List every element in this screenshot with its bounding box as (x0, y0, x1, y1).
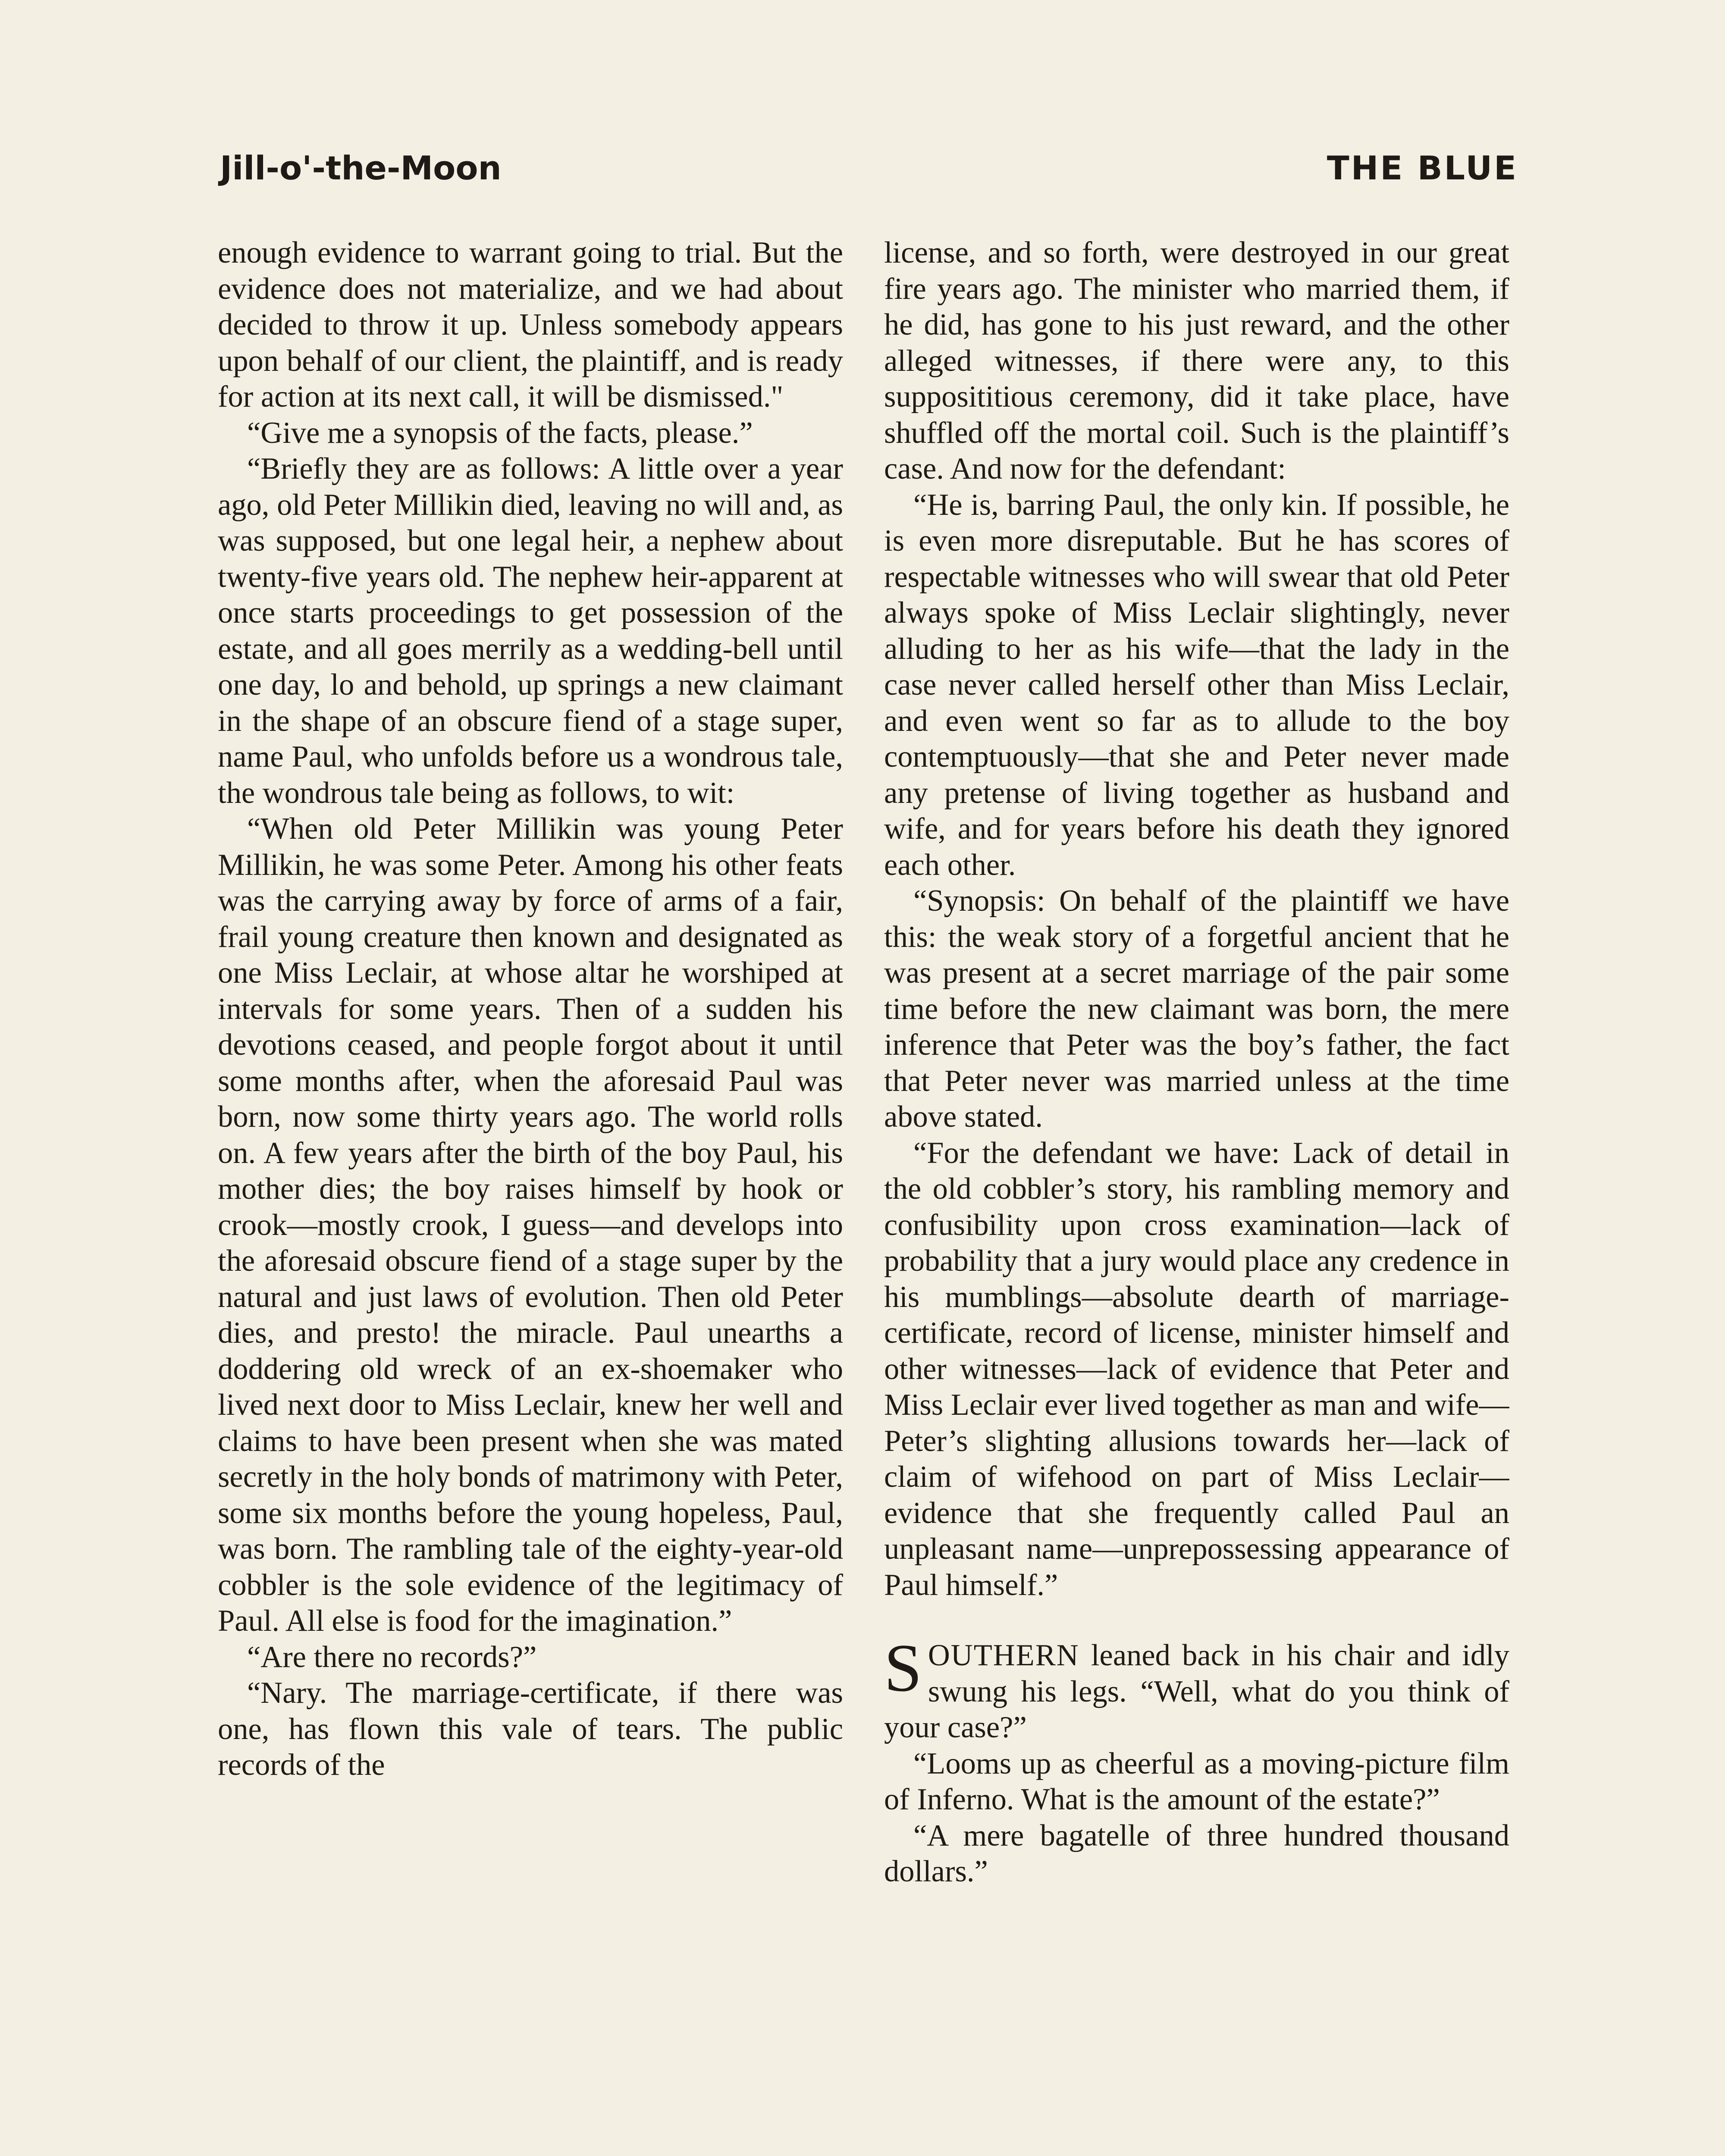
section-opening-paragraph (884, 1630, 1509, 1746)
paragraph: “Synopsis: On behalf of the plaintiff we have this: the weak story of a forgetful ancient that he was present at a secret marriage of the pair some time before the new claimant was born, the mere inference that Peter was the boy’s father, the fact that Peter never was married unless at the time above stated. (884, 884, 1509, 1134)
paragraph: “When old Peter Millikin was young Peter Millikin, he was some Peter. Among his other feats was the carrying away by force of arms of a fair, frail young creature then known and designated as one Miss Leclair, at whose altar he worshiped at intervals for some years. Then of a sudden his devotions ceased, and people forgot about it until some months after, when the aforesaid Paul was born, now some thirty years ago. The world rolls on. A few years after the birth of the boy Paul, his mother dies; the boy raises himself by hook or crook—mostly crook, I guess—and develops into the aforesaid obscure fiend of a stage super by the natural and just laws of evolution. Then old Peter dies, and presto! the miracle. Paul unearths a doddering old wreck of an ex-shoemaker who lived next door to Miss Leclair, knew her well and claims to have been present when she was mated secretly in the holy bonds of matrimony with Peter, some six months before the young hopeless, Paul, was born. The rambling tale of the eighty-year-old cobbler is the sole evidence of the legitimacy of Paul. All else is food for the imagination.” (218, 812, 843, 1638)
story-title: Jill-o'-the-Moon (220, 149, 502, 187)
paragraph: “For the defendant we have: Lack of detail in the old cobbler’s story, his rambling memory and confusibility upon cross examination—lack of probability that a jury would place any credence in his mumblings—absolute dearth of marriage-certificate, record of license, minister himself and other witnesses—lack of evidence that Peter and Miss Leclair ever lived together as man and wife—Peter’s slighting allusions towards her—lack of claim of wifehood on part of Miss Leclair—evidence that she frequently called Paul an unpleasant name—unprepossessing appearance of Paul himself.” (884, 1136, 1509, 1602)
paragraph: “Looms up as cheerful as a moving-picture film of Inferno. What is the amount of the estate?” (884, 1746, 1509, 1816)
right-column (884, 235, 1509, 2156)
paragraph: “Give me a synopsis of the facts, please.” (247, 416, 753, 450)
paragraph: enough evidence to warrant going to trial. But the evidence does not materialize, and we had about decided to throw it up. Unless somebody appears upon behalf of our client, the plaintiff, and is ready for action at its next call, it will be dismissed." (218, 236, 843, 414)
paragraph: “Are there no records?” (247, 1640, 537, 1674)
running-head (220, 149, 1518, 201)
paragraph: “Nary. The marriage-certificate, if there was one, has flown this vale of tears. The public records of the (218, 1676, 843, 1782)
paragraph: “He is, barring Paul, the only kin. If possible, he is even more disreputable. But he has scores of respectable witnesses who will swear that old Peter always spoke of Miss Leclair slightingly, never alluding to her as his wife—that the lady in the case never called herself other than Miss Leclair, and even went so far as to allude to the boy contemptuously—that she and Peter never made any pretense of living together as husband and wife, and for years before his death they ignored each other. (884, 488, 1509, 882)
drop-cap: S (884, 1630, 922, 1706)
small-caps-lead: OUTHERN (928, 1639, 1079, 1672)
paragraph: “Briefly they are as follows: A little over a year ago, old Peter Millikin died, leaving no will and, as was supposed, but one legal heir, a nephew about twenty-five years old. The nephew heir-apparent at once starts proceedings to get possession of the estate, and all goes merrily as a wedding-bell until one day, lo and behold, up springs a new claimant in the shape of an obscure fiend of a stage super, name Paul, who unfolds before us a wondrous tale, the wondrous tale being as follows, to wit: (218, 452, 843, 810)
paragraph-text: leaned back in his chair and idly swung his legs. “Well, what do you think of your case?” (884, 1639, 1509, 1744)
left-column (218, 235, 843, 2156)
paragraph: license, and so forth, were destroyed in our great fire years ago. The minister who married them, if he did, has gone to his just reward, and the other alleged witnesses, if there were any, to this supposititious ceremony, did it take place, have shuffled off the mortal coil. Such is the plaintiff’s case. And now for the defendant: (884, 236, 1509, 486)
magazine-title: THE BLUE (1327, 149, 1518, 187)
paragraph: “A mere bagatelle of three hundred thousand dollars.” (884, 1818, 1509, 1888)
